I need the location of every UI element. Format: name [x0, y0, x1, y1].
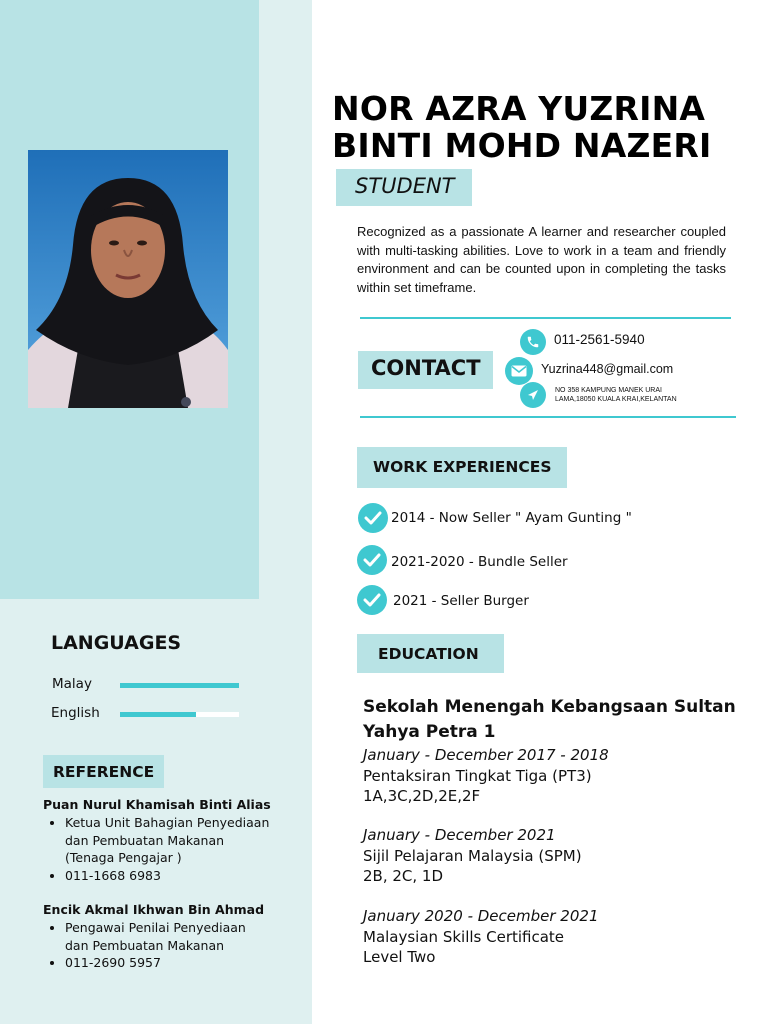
contact-address — [555, 386, 677, 404]
education-school — [363, 695, 753, 745]
name-line-1: NOR AZRA YUZRINA — [332, 89, 706, 128]
phone-icon — [520, 329, 546, 355]
education-entry — [363, 745, 753, 807]
reference-role — [65, 919, 303, 954]
contact-email[interactable]: Yuzrina448@gmail.com — [541, 362, 674, 376]
work-item: 2021-2020 - Bundle Seller — [391, 554, 568, 570]
email-icon — [505, 357, 533, 385]
school-line-2: Yahya Petra 1 — [363, 722, 496, 742]
language-bar-fill — [120, 712, 196, 717]
school-line-1: Sekolah Menengah Kebangsaan Sultan — [363, 697, 736, 717]
profile-photo — [28, 150, 228, 408]
language-bar — [120, 712, 239, 717]
reference-role-line: dan Pembuatan Makanan — [65, 832, 225, 848]
education-heading: EDUCATION — [378, 645, 479, 663]
education-result: Level Two — [363, 948, 436, 966]
education-date: January - December 2017 - 2018 — [363, 746, 609, 764]
reference-person — [43, 902, 303, 972]
full-name — [332, 90, 752, 164]
reference-phone: • 011-1668 6983 — [65, 867, 303, 885]
profile-summary: Recognized as a passionate A learner and researcher coupled with multi-tasking abilities. Love to work in a team and friendly environment and can be counted upon in completing the tasks within set timeframe. — [357, 224, 726, 295]
reference-role-line: dan Pembuatan Makanan — [65, 937, 225, 953]
reference-role-line: Pengawai Penilai Penyediaan — [65, 920, 246, 935]
reference-role — [65, 814, 303, 867]
reference-details — [43, 814, 303, 884]
education-title: Sijil Pelajaran Malaysia (SPM) — [363, 846, 582, 865]
reference-role-line: (Tenaga Pengajar ) — [65, 850, 182, 865]
language-bar-fill — [120, 683, 239, 688]
reference-heading: REFERENCE — [53, 763, 155, 781]
name-line-2: BINTI MOHD NAZERI — [332, 126, 712, 165]
language-name: English — [51, 705, 100, 721]
language-name: Malay — [52, 676, 92, 692]
education-entry — [363, 906, 753, 968]
contact-bottom-rule — [360, 416, 736, 418]
check-icon — [357, 545, 387, 575]
check-icon — [358, 503, 388, 533]
languages-heading: LANGUAGES — [51, 632, 182, 654]
reference-person — [43, 797, 303, 884]
contact-top-rule — [360, 317, 731, 319]
education-entry — [363, 825, 753, 887]
reference-details — [43, 919, 303, 972]
address-line-2: LAMA,18050 KUALA KRAI,KELANTAN — [555, 396, 677, 403]
education-result: 2B, 2C, 1D — [363, 867, 444, 885]
education-date: January - December 2021 — [363, 826, 556, 844]
contact-heading: CONTACT — [371, 356, 481, 380]
reference-role-line: Ketua Unit Bahagian Penyediaan — [65, 815, 270, 830]
check-icon — [357, 585, 387, 615]
reference-phone: • 011-2690 5957 — [65, 954, 303, 972]
work-item: 2021 - Seller Burger — [393, 593, 529, 609]
education-title: Malaysian Skills Certificate — [363, 927, 565, 946]
work-heading: WORK EXPERIENCES — [373, 458, 552, 476]
reference-name: Puan Nurul Khamisah Binti Alias — [43, 797, 271, 812]
contact-phone[interactable]: 011-2561-5940 — [554, 332, 645, 347]
language-bar — [120, 683, 239, 688]
reference-name: Encik Akmal Ikhwan Bin Ahmad — [43, 902, 265, 917]
work-item: 2014 - Now Seller " Ayam Gunting " — [391, 510, 632, 526]
education-title: Pentaksiran Tingkat Tiga (PT3) — [363, 766, 592, 785]
location-icon — [520, 382, 546, 408]
education-result: 1A,3C,2D,2E,2F — [363, 787, 481, 805]
address-line-1: NO 358 KAMPUNG MANEK URAI — [555, 387, 662, 394]
role-text: STUDENT — [355, 174, 455, 198]
education-date: January 2020 - December 2021 — [363, 907, 599, 925]
